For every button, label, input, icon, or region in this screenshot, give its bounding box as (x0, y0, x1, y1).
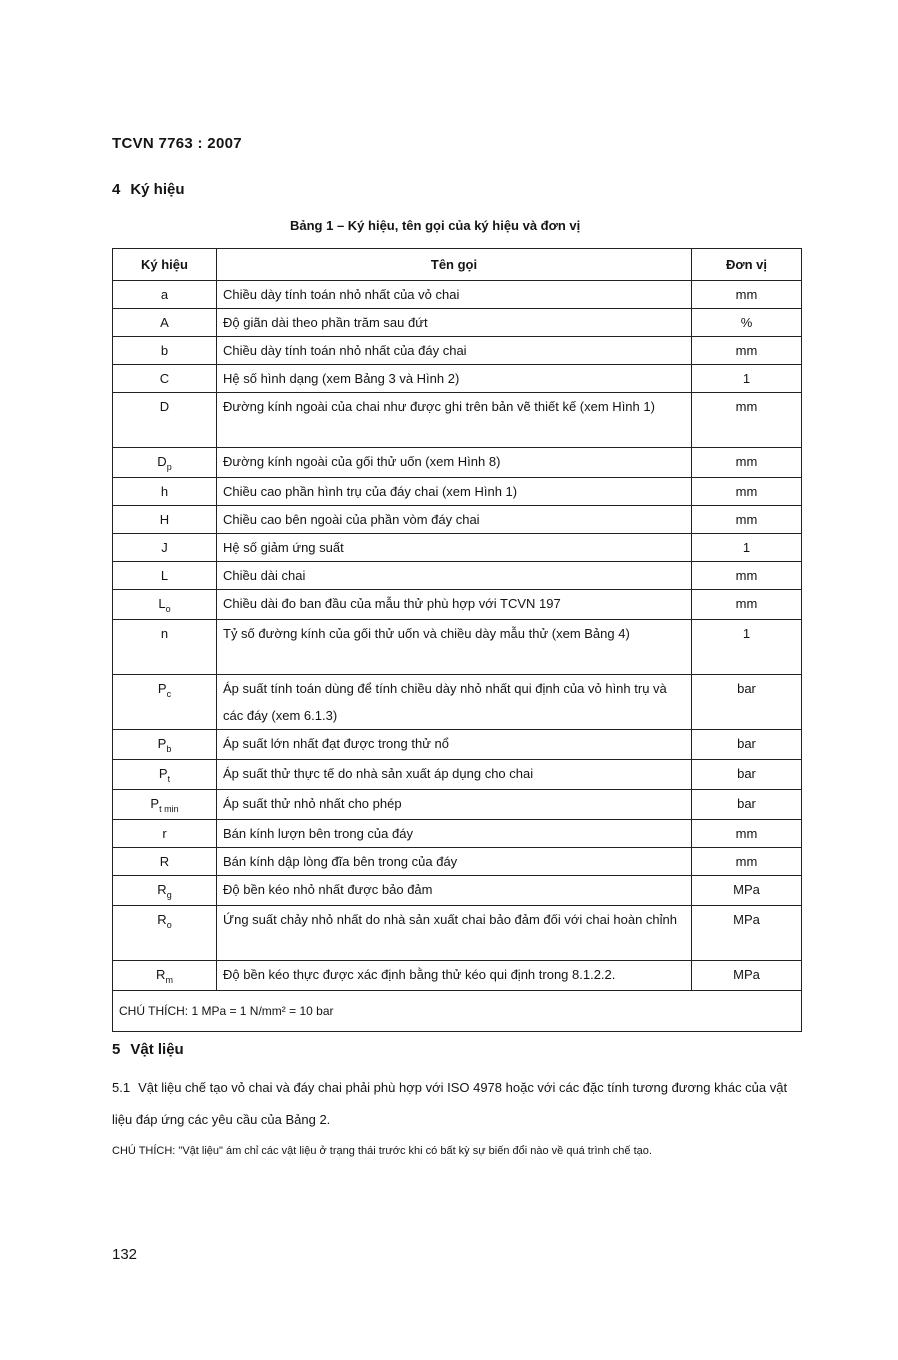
symbol-letter: P (157, 736, 167, 751)
symbol-cell (113, 906, 217, 961)
symbol-letter: a (160, 287, 169, 302)
section-4-heading (112, 181, 185, 198)
header-symbol: Ký hiệu (113, 249, 217, 281)
name-cell: Áp suất lớn nhất đạt được trong thử nổ (217, 730, 692, 760)
symbol-letter: R (156, 967, 166, 982)
table-row (113, 590, 802, 620)
table-note-row (113, 991, 802, 1032)
table-body (113, 281, 802, 991)
section-5-heading (112, 1041, 184, 1058)
symbol-letter: L (160, 568, 169, 583)
symbol-cell (113, 534, 217, 562)
table-row (113, 534, 802, 562)
section-5-number: 5 (112, 1041, 121, 1058)
name-cell: Đường kính ngoài của chai như được ghi trên bản vẽ thiết kế (xem Hình 1) (217, 393, 692, 448)
name-cell: Tỷ số đường kính của gối thử uốn và chiều dày mẫu thử (xem Bảng 4) (217, 620, 692, 675)
table-row (113, 906, 802, 961)
paragraph-5-1 (112, 1072, 802, 1136)
name-cell: Áp suất tính toán dùng để tính chiều dày nhỏ nhất qui định của vỏ hình trụ và các đáy (xem 6.1.3) (217, 675, 692, 730)
name-cell: Độ bền kéo thực được xác định bằng thử kéo qui định trong 8.1.2.2. (217, 961, 692, 991)
symbol-letter: D (159, 399, 170, 414)
symbol-cell (113, 848, 217, 876)
symbol-letter: A (160, 315, 169, 330)
section-4-number: 4 (112, 181, 121, 198)
name-cell: Ứng suất chảy nhỏ nhất do nhà sản xuất chai bảo đảm đối với chai hoàn chỉnh (217, 906, 692, 961)
symbol-subscript: g (166, 890, 172, 900)
symbol-subscript: p (166, 462, 172, 472)
name-cell: Chiều dày tính toán nhỏ nhất của đáy chai (217, 337, 692, 365)
unit-cell: bar (692, 790, 802, 820)
table-note: CHÚ THÍCH: 1 MPa = 1 N/mm² = 10 bar (113, 991, 802, 1032)
table-row (113, 730, 802, 760)
name-cell: Hệ số hình dạng (xem Bảng 3 và Hình 2) (217, 365, 692, 393)
table-row (113, 848, 802, 876)
unit-cell: bar (692, 675, 802, 730)
name-cell: Độ giãn dài theo phần trăm sau đứt (217, 309, 692, 337)
symbol-letter: D (157, 454, 167, 469)
table-row (113, 790, 802, 820)
table-row (113, 448, 802, 478)
symbol-cell (113, 337, 217, 365)
symbol-cell (113, 790, 217, 820)
symbol-cell (113, 506, 217, 534)
symbol-cell (113, 961, 217, 991)
symbol-subscript: o (165, 604, 171, 614)
name-cell: Chiều dài đo ban đầu của mẫu thử phù hợp với TCVN 197 (217, 590, 692, 620)
symbol-cell (113, 365, 217, 393)
symbol-cell (113, 393, 217, 448)
material-note: CHÚ THÍCH: "Vật liệu" ám chỉ các vật liệu ở trạng thái trước khi có bất kỳ sự biến đổi nào về quá trình chế tạo. (112, 1145, 652, 1157)
symbol-letter: n (160, 626, 169, 641)
table-row (113, 562, 802, 590)
symbol-subscript: t min (159, 804, 179, 814)
symbol-subscript: t (167, 774, 171, 784)
symbol-table (112, 248, 802, 1032)
table-row (113, 309, 802, 337)
unit-cell: 1 (692, 365, 802, 393)
name-cell: Chiều dài chai (217, 562, 692, 590)
unit-cell: mm (692, 478, 802, 506)
unit-cell: mm (692, 562, 802, 590)
symbol-letter: R (159, 854, 170, 869)
unit-cell: mm (692, 848, 802, 876)
unit-cell: mm (692, 337, 802, 365)
symbol-cell (113, 876, 217, 906)
symbol-cell (113, 478, 217, 506)
symbol-cell (113, 590, 217, 620)
unit-cell: mm (692, 448, 802, 478)
symbol-letter: P (157, 681, 167, 696)
table-row (113, 337, 802, 365)
table-header-row (113, 249, 802, 281)
symbol-cell (113, 820, 217, 848)
table-row (113, 281, 802, 309)
symbol-letter: R (157, 912, 167, 927)
document-code: TCVN 7763 : 2007 (112, 135, 242, 152)
symbol-cell (113, 760, 217, 790)
name-cell: Hệ số giảm ứng suất (217, 534, 692, 562)
name-cell: Chiều cao phần hình trụ của đáy chai (xem Hình 1) (217, 478, 692, 506)
table-row (113, 620, 802, 675)
name-cell: Chiều dày tính toán nhỏ nhất của vỏ chai (217, 281, 692, 309)
symbol-letter: J (161, 540, 168, 555)
table-row (113, 820, 802, 848)
table-row (113, 876, 802, 906)
name-cell: Chiều cao bên ngoài của phần vòm đáy chai (217, 506, 692, 534)
symbol-letter: h (160, 484, 169, 499)
paragraph-5-1-number: 5.1 (112, 1080, 131, 1095)
table-row (113, 478, 802, 506)
section-4-title: Ký hiệu (130, 181, 185, 198)
unit-cell: bar (692, 760, 802, 790)
unit-cell: mm (692, 506, 802, 534)
unit-cell: MPa (692, 906, 802, 961)
symbol-letter: P (158, 766, 168, 781)
name-cell: Độ bền kéo nhỏ nhất được bảo đảm (217, 876, 692, 906)
page-number: 132 (112, 1246, 138, 1263)
name-cell: Đường kính ngoài của gối thử uốn (xem Hình 8) (217, 448, 692, 478)
symbol-subscript: o (166, 920, 172, 930)
symbol-letter: r (162, 826, 167, 841)
name-cell: Bán kính lượn bên trong của đáy (217, 820, 692, 848)
table-row (113, 675, 802, 730)
unit-cell: bar (692, 730, 802, 760)
name-cell: Áp suất thử thực tế do nhà sản xuất áp dụng cho chai (217, 760, 692, 790)
header-unit: Đơn vị (692, 249, 802, 281)
table-row (113, 506, 802, 534)
symbol-letter: R (157, 882, 167, 897)
name-cell: Bán kính dập lòng đĩa bên trong của đáy (217, 848, 692, 876)
unit-cell: 1 (692, 534, 802, 562)
symbol-cell (113, 562, 217, 590)
symbol-cell (113, 675, 217, 730)
unit-cell: mm (692, 820, 802, 848)
symbol-subscript: b (166, 744, 172, 754)
unit-cell: MPa (692, 876, 802, 906)
symbol-letter: H (159, 512, 170, 527)
header-name: Tên gọi (217, 249, 692, 281)
unit-cell: mm (692, 393, 802, 448)
table-row (113, 961, 802, 991)
symbol-subscript: c (166, 689, 172, 699)
table-caption: Bảng 1 – Ký hiệu, tên gọi của ký hiệu và đơn vị (290, 218, 581, 233)
symbol-letter: L (158, 596, 166, 611)
symbol-cell (113, 448, 217, 478)
unit-cell: mm (692, 281, 802, 309)
name-cell: Áp suất thử nhỏ nhất cho phép (217, 790, 692, 820)
symbol-letter: C (159, 371, 170, 386)
symbol-cell (113, 309, 217, 337)
symbol-cell (113, 281, 217, 309)
unit-cell: mm (692, 590, 802, 620)
table-row (113, 365, 802, 393)
symbol-cell (113, 730, 217, 760)
unit-cell: 1 (692, 620, 802, 675)
symbol-subscript: m (165, 975, 173, 985)
table-row (113, 393, 802, 448)
unit-cell: MPa (692, 961, 802, 991)
section-5-title: Vật liệu (130, 1041, 184, 1058)
symbol-letter: P (150, 796, 160, 811)
symbol-letter: b (160, 343, 169, 358)
paragraph-5-1-text: Vật liệu chế tạo vỏ chai và đáy chai phải phù hợp với ISO 4978 hoặc với các đặc tính tương đương khác của vật liệu đáp ứng các yêu cầu của Bảng 2. (112, 1080, 788, 1127)
unit-cell: % (692, 309, 802, 337)
symbol-cell (113, 620, 217, 675)
table-row (113, 760, 802, 790)
